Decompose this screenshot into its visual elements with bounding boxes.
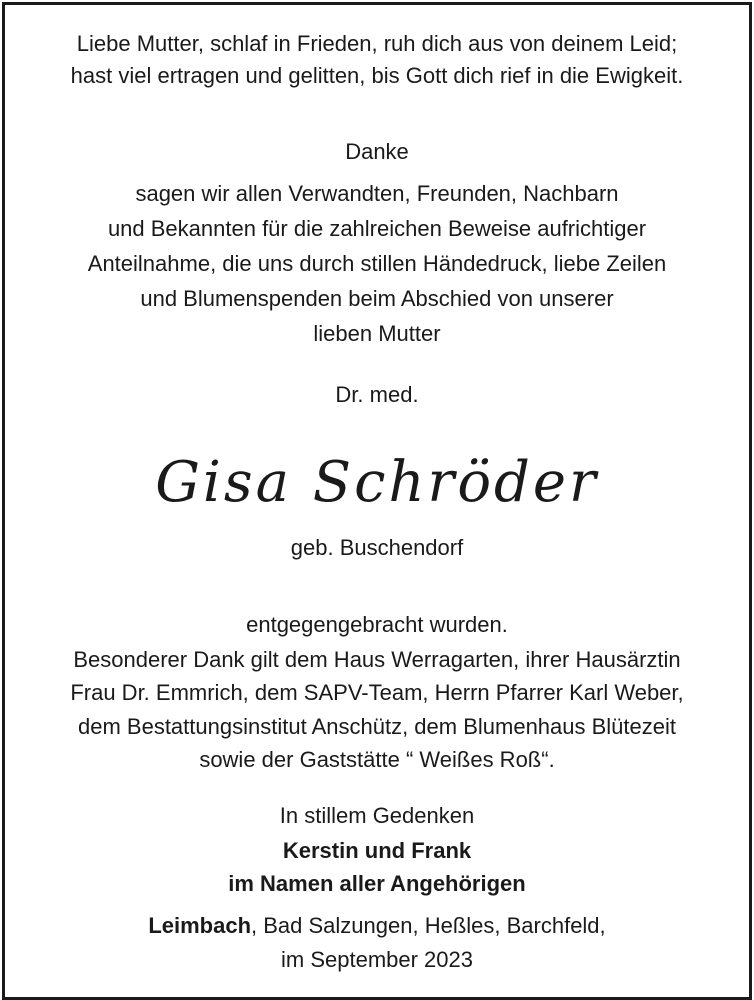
- thanks-heading: Danke: [345, 139, 409, 164]
- on-behalf-line: im Namen aller Angehörigen: [228, 871, 526, 896]
- remembrance-line: In stillem Gedenken: [279, 803, 475, 828]
- place-leimbach: Leimbach: [148, 913, 252, 938]
- continuation-line-1: entgegengebracht wurden.: [246, 612, 508, 637]
- date-line: im September 2023: [281, 947, 473, 972]
- maiden-name: geb. Buschendorf: [290, 535, 464, 560]
- continuation-line-4: dem Bestattungsinstitut Anschütz, dem Blumenhaus Blütezeit: [78, 714, 676, 739]
- thanks-line-5: lieben Mutter: [313, 321, 441, 346]
- thanks-line-2: und Bekannten für die zahlreichen Beweise aufrichtiger: [107, 216, 647, 241]
- thanks-line-4: und Blumenspenden beim Abschied von unserer: [140, 286, 614, 311]
- signers: Kerstin und Frank: [282, 838, 472, 863]
- places-rest: , Bad Salzungen, Heßles, Barchfeld,: [251, 913, 606, 938]
- continuation-line-3: Frau Dr. Emmrich, dem SAPV-Team, Herrn Pfarrer Karl Weber,: [70, 680, 684, 705]
- thanks-line-3: Anteilnahme, die uns durch stillen Händedruck, liebe Zeilen: [87, 251, 667, 276]
- places-line: [0, 912, 754, 940]
- deceased-title: Dr. med.: [335, 382, 419, 407]
- verse-line-1: Liebe Mutter, schlaf in Frieden, ruh dich aus von deinem Leid;: [76, 31, 678, 56]
- thanks-line-1: sagen wir allen Verwandten, Freunden, Nachbarn: [135, 181, 619, 206]
- continuation-line-5: sowie der Gaststätte “ Weißes Roß“.: [199, 747, 555, 772]
- continuation-line-2: Besonderer Dank gilt dem Haus Werragarten, ihrer Hausärztin: [73, 647, 681, 672]
- verse-line-2: hast viel ertragen und gelitten, bis Gott dich rief in die Ewigkeit.: [70, 63, 684, 88]
- deceased-name: Gisa Schröder: [155, 450, 599, 515]
